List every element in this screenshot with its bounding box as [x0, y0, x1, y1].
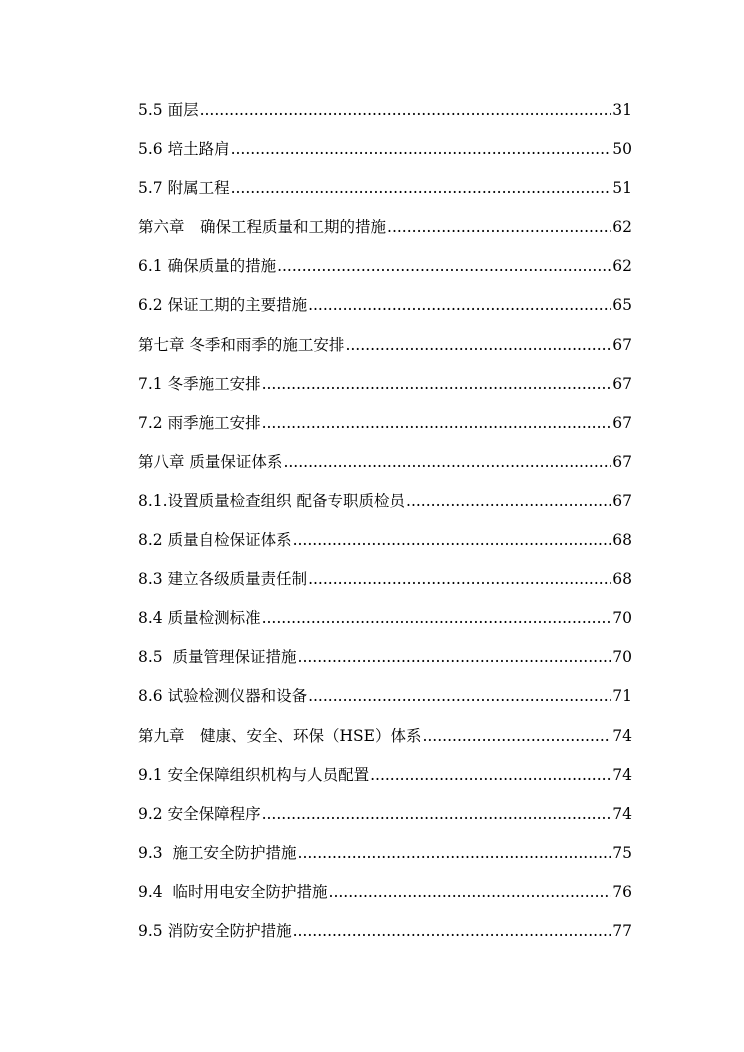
toc-entry [138, 566, 632, 605]
toc-dot-leader [422, 723, 611, 749]
toc-entry [138, 644, 632, 683]
toc-dot-leader [298, 644, 612, 670]
toc-entry [138, 371, 632, 410]
toc-entry-title: 5.6 培土路肩 [138, 140, 230, 159]
toc-entry-title: 8.2 质量自检保证体系 [138, 531, 292, 550]
toc-entry-page: 67 [612, 374, 632, 393]
toc-dot-leader [293, 918, 612, 944]
toc-dot-leader [293, 527, 612, 553]
toc-dot-leader [283, 449, 611, 475]
toc-dot-leader [406, 488, 611, 514]
toc-entry [138, 292, 632, 331]
toc-entry-page: 74 [612, 726, 632, 745]
toc-entry [138, 683, 632, 722]
toc-dot-leader [308, 683, 611, 709]
toc-entry [138, 840, 632, 879]
toc-entry-title: 8.5 质量管理保证措施 [138, 648, 297, 667]
toc-entry [138, 97, 632, 136]
toc-dot-leader [231, 175, 612, 201]
toc-dot-leader [370, 762, 611, 788]
toc-entry-page: 50 [612, 140, 632, 159]
toc-entry [138, 527, 632, 566]
toc-entry-title: 第八章 质量保证体系 [138, 452, 283, 471]
toc-entry-title: 6.1 确保质量的措施 [138, 257, 277, 276]
toc-dot-leader [200, 97, 612, 123]
toc-entry-page: 70 [612, 648, 632, 667]
toc-entry [138, 918, 632, 957]
toc-entry [138, 175, 632, 214]
toc-chapter-entry [138, 214, 632, 253]
toc-entry-title: 5.5 面层 [138, 101, 199, 119]
toc-dot-leader [387, 214, 611, 240]
toc-dot-leader [262, 371, 612, 397]
toc-entry-page: 65 [612, 296, 632, 315]
toc-entry-page: 74 [612, 765, 632, 784]
toc-entry-title: 9.1 安全保障组织机构与人员配置 [138, 765, 370, 784]
toc-entry-title: 8.6 试验检测仪器和设备 [138, 687, 308, 706]
toc-dot-leader [231, 136, 612, 162]
toc-entry-page: 77 [612, 921, 632, 940]
toc-dot-leader [329, 879, 612, 905]
toc-entry [138, 488, 632, 527]
toc-dot-leader [262, 410, 612, 436]
toc-dot-leader [308, 292, 611, 318]
toc-entry-page: 75 [612, 843, 632, 862]
toc-entry-title: 第九章 健康、安全、环保（HSE）体系 [138, 726, 422, 745]
toc-entry-page: 74 [612, 804, 632, 823]
toc-entry [138, 136, 632, 175]
toc-entry-page: 67 [612, 491, 632, 510]
toc-entry-title: 第七章 冬季和雨季的施工安排 [138, 335, 345, 354]
toc-dot-leader [345, 332, 611, 358]
toc-entry-title: 7.2 雨季施工安排 [138, 413, 261, 432]
toc-entry-page: 67 [612, 452, 632, 471]
toc-entry [138, 801, 632, 840]
toc-entry-title: 第六章 确保工程质量和工期的措施 [138, 218, 387, 237]
toc-entry [138, 879, 632, 918]
toc-entry-page: 67 [612, 335, 632, 354]
toc-entry [138, 605, 632, 644]
toc-entry-page: 62 [612, 218, 632, 237]
toc-entry-page: 68 [612, 570, 632, 589]
toc-entry-page: 62 [612, 257, 632, 276]
toc-entry [138, 762, 632, 801]
toc-entry [138, 253, 632, 292]
toc-chapter-entry [138, 449, 632, 488]
toc-dot-leader [308, 566, 611, 592]
table-of-contents [138, 97, 632, 957]
toc-chapter-entry [138, 332, 632, 371]
toc-entry-title: 6.2 保证工期的主要措施 [138, 296, 308, 315]
toc-entry-title: 9.2 安全保障程序 [138, 804, 261, 823]
toc-chapter-entry [138, 723, 632, 762]
toc-entry-page: 76 [612, 882, 632, 901]
toc-entry-page: 68 [612, 531, 632, 550]
toc-entry-page: 70 [612, 609, 632, 628]
toc-entry-page: 31 [612, 101, 632, 119]
toc-entry [138, 410, 632, 449]
toc-entry-title: 9.4 临时用电安全防护措施 [138, 882, 328, 901]
toc-entry-page: 67 [612, 413, 632, 432]
toc-dot-leader [277, 253, 611, 279]
toc-entry-page: 51 [612, 179, 632, 198]
toc-dot-leader [262, 605, 612, 631]
toc-entry-title: 9.5 消防安全防护措施 [138, 921, 292, 940]
toc-entry-title: 8.3 建立各级质量责任制 [138, 570, 308, 589]
toc-entry-title: 7.1 冬季施工安排 [138, 374, 261, 393]
toc-entry-page: 71 [612, 687, 632, 706]
toc-entry-title: 8.1.设置质量检查组织 配备专职质检员 [138, 491, 406, 510]
toc-entry-title: 5.7 附属工程 [138, 179, 230, 198]
toc-entry-title: 8.4 质量检测标准 [138, 609, 261, 628]
toc-dot-leader [298, 840, 612, 866]
toc-dot-leader [262, 801, 612, 827]
toc-entry-title: 9.3 施工安全防护措施 [138, 843, 297, 862]
